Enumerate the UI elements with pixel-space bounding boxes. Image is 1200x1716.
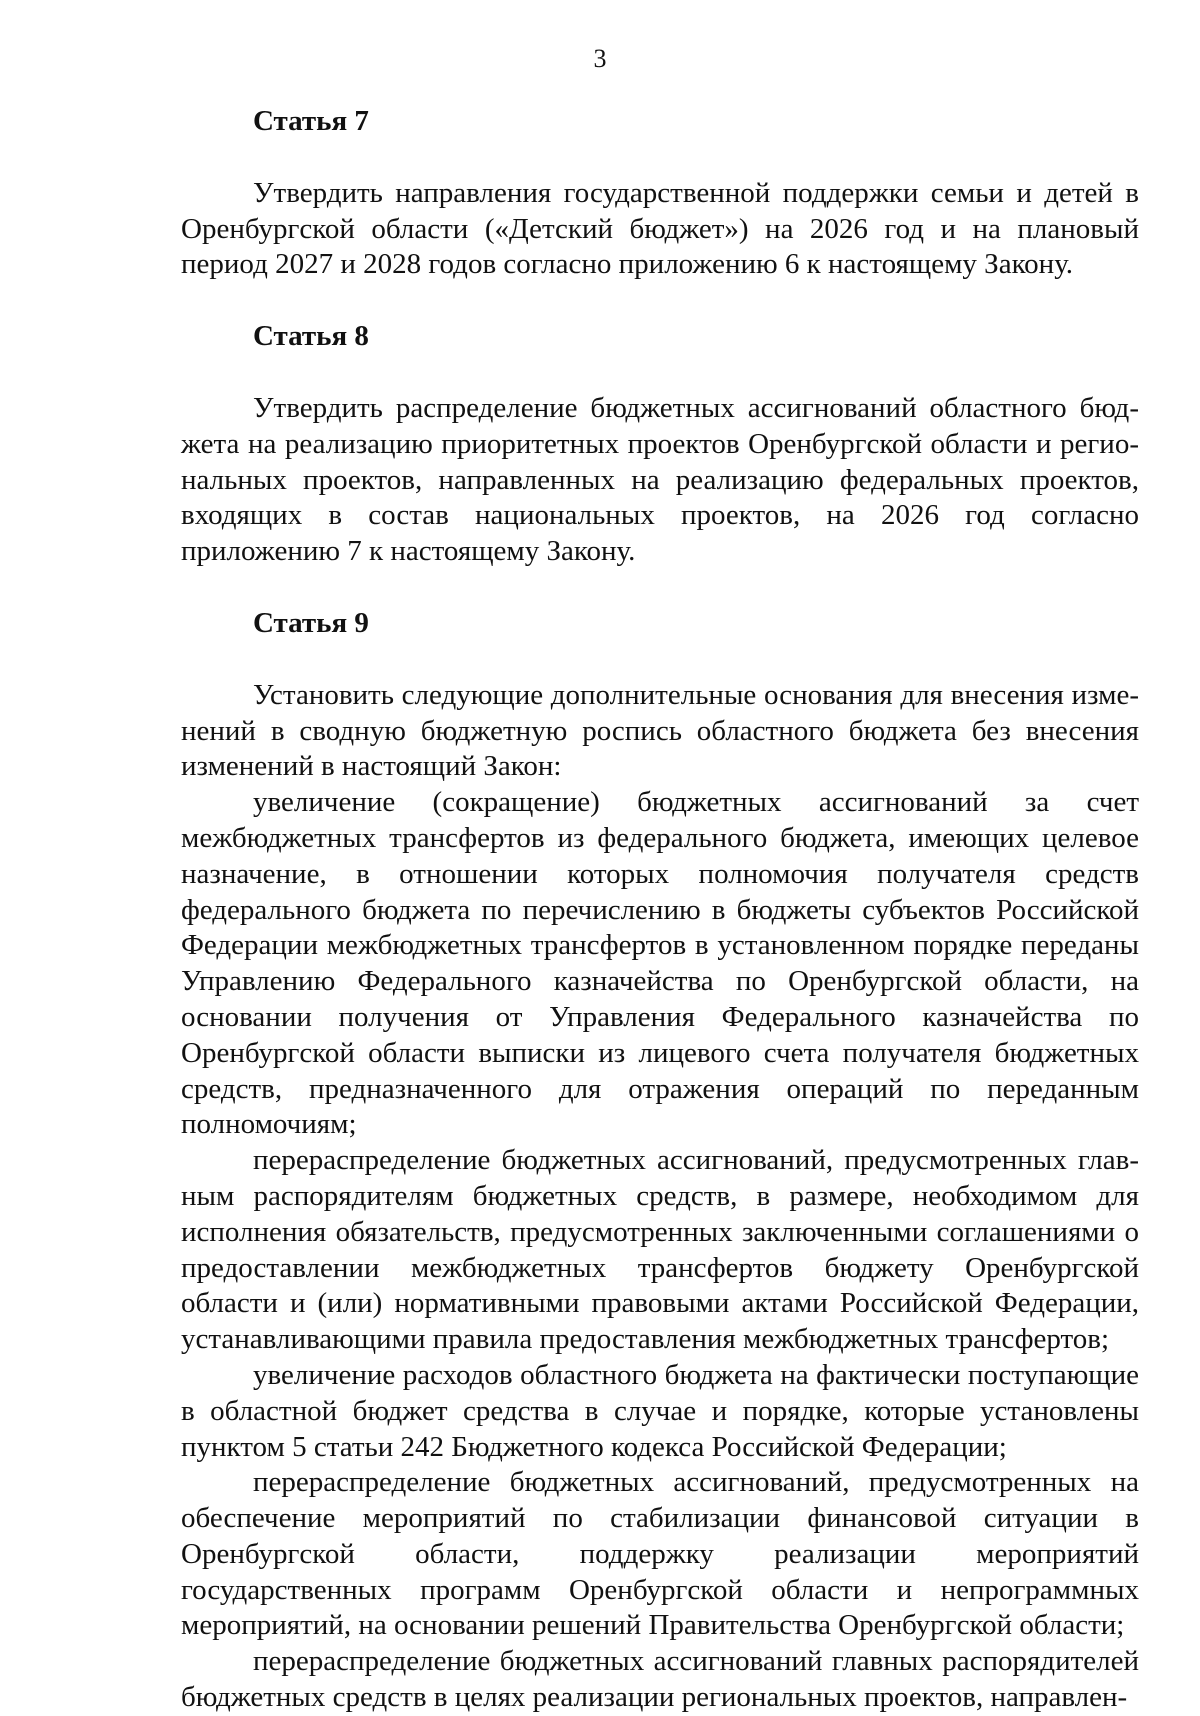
article-7-heading: Статья 7 xyxy=(253,105,369,137)
article-9-paragraph-2: увеличение (сокращение) бюджетных ассигнований за счет межбюджетных трансфертов из федерального бюджета, имеющих целевое назначение, в отношении которых полномочия получателя средств федерального бюджета по перечислению в бюджеты субъектов Российской Федерации межбюджетных трансфертов в установленном порядке переданы Управлению Федерального казначейства по Оренбургской области, на основании получения от Управления Федерального казначейства по Оренбургской области выписки из лицевого счета получателя бюджетных средств, предназначенного для отражения операций по переданным полномочиям; xyxy=(181,786,1139,1141)
document-body xyxy=(181,104,1139,1716)
article-8-paragraph-1: Утвердить распределение бюджетных ассигнований областного бюджета на реализацию приоритетных проектов Оренбургской области и региональных проектов, направленных на реализацию федеральных проектов, входящих в состав национальных проектов, на 2026 год согласно приложению 7 к настоящему Закону. xyxy=(181,391,1139,568)
article-9-paragraph-4: увеличение расходов областного бюджета на фактически поступающие в областной бюджет средства в случае и порядке, которые установлены пунктом 5 статьи 242 Бюджетного кодекса Российской Федерации; xyxy=(181,1358,1139,1463)
article-9-heading: Статья 9 xyxy=(253,606,369,639)
page-number: 3 xyxy=(593,44,607,73)
article-8-heading: Статья 8 xyxy=(253,320,369,353)
article-9-paragraph-6: перераспределение бюджетных ассигнований главных распорядителей бюджетных средств в целях реализации региональных проектов, направлен- xyxy=(181,1645,1139,1714)
article-9 xyxy=(181,606,1139,1716)
article-7-paragraph-1: Утвердить направления государственной поддержки семьи и детей в Оренбургской области («Детский бюджет») на 2026 год и на плановый период 2027 и 2028 годов согласно приложению 6 к настоящему Закону. xyxy=(181,176,1139,281)
article-8 xyxy=(181,319,1139,570)
article-9-paragraph-1: Установить следующие дополнительные основания для внесения изменений в сводную бюджетную роспись областного бюджета без внесения изменений в настоящий Закон: xyxy=(181,678,1139,783)
article-7 xyxy=(181,104,1139,283)
article-9-paragraph-5: перераспределение бюджетных ассигнований, предусмотренных на обеспечение мероприятий по стабилизации финансовой ситуации в Оренбургской области, поддержку реализации мероприятий государственных программ Оренбургской области и непрограммных мероприятий, на основании решений Правительства Оренбургской области; xyxy=(181,1466,1139,1642)
article-9-paragraph-3: перераспределение бюджетных ассигнований, предусмотренных главным распорядителям бюджетных средств, в размере, необходимом для исполнения обязательств, предусмотренных заключенными соглашениями о предоставлении межбюджетных трансфертов бюджету Оренбургской области и (или) нормативными правовыми актами Российской Федерации, устанавливающими правила предоставления межбюджетных трансфертов; xyxy=(181,1144,1139,1356)
